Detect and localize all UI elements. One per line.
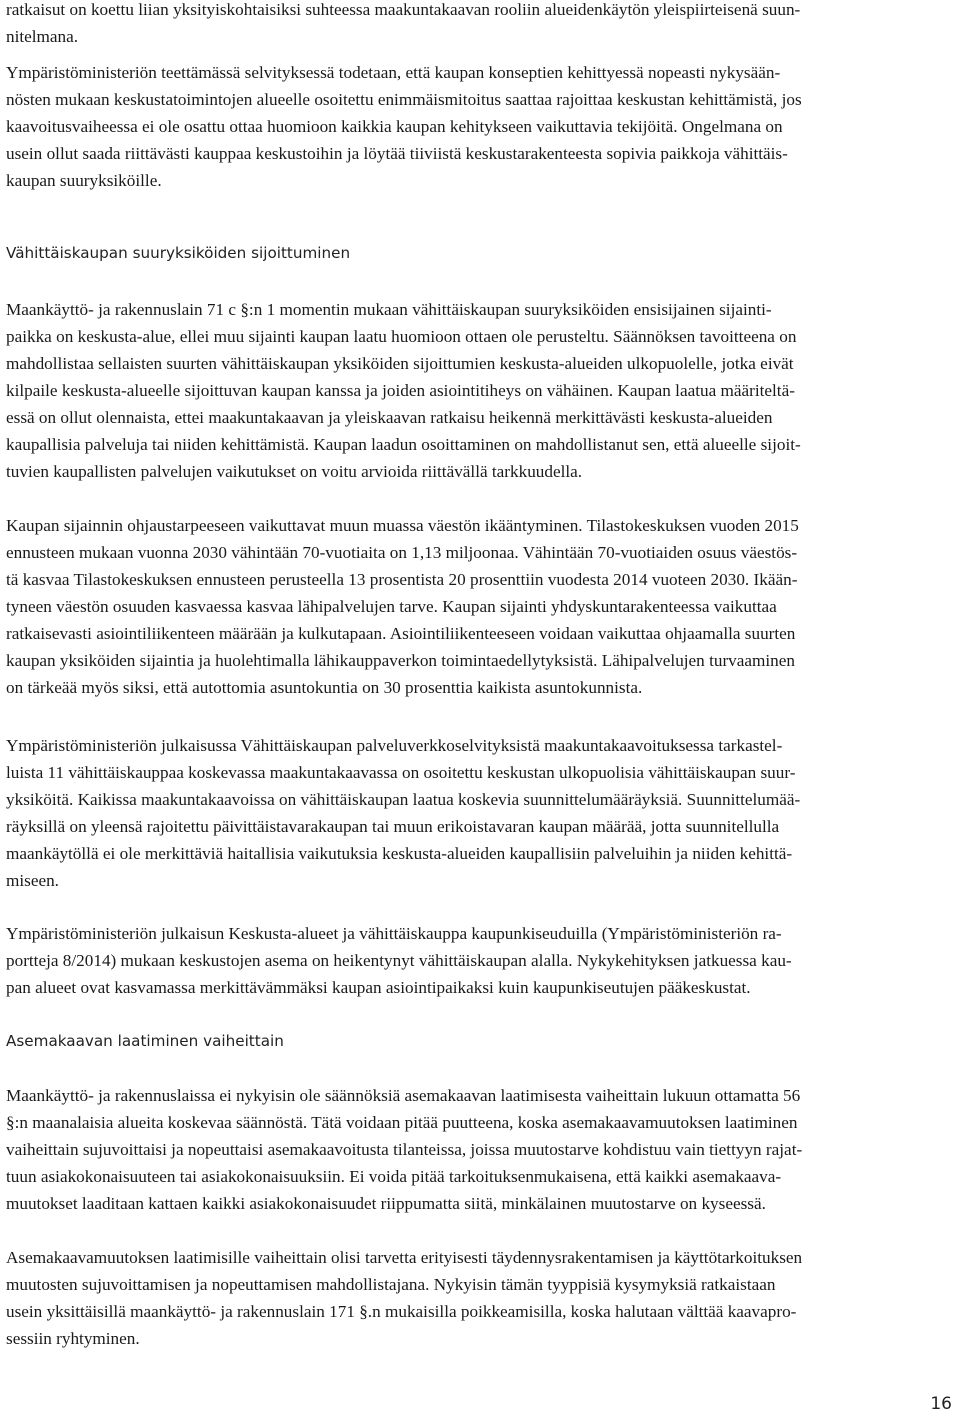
text-line: tuun asiakokonaisuuteen tai asiakokonaisuuksiin. Ei voida pitää tarkoituksenmukaisena, että kaikki asemakaava- <box>6 1167 782 1186</box>
text-line: sessiin ryhtyminen. <box>6 1329 140 1348</box>
text-line: yksiköitä. Kaikissa maakuntakaavoissa on vähittäiskaupan laatua koskevia suunnittelumääräyksiä. Suunnittelumää- <box>6 790 801 809</box>
text-line: muutokset laaditaan kattaen kaikki asiakokonaisuudet riippumatta siitä, minkälainen muutostarve on kyseessä. <box>6 1194 766 1213</box>
paragraph-keskusta-alueet <box>6 920 792 1001</box>
text-line: kaupan suuryksiköille. <box>6 171 162 190</box>
text-line: Ympäristöministeriön julkaisussa Vähittäiskaupan palveluverkkoselvityksistä maakuntakaavoituksessa tarkastel- <box>6 736 783 755</box>
text-line: tuvien kaupallisten palvelujen vaikutukset on voitu arvioida riittävällä tarkkuudella. <box>6 462 583 481</box>
text-line: usein ollut saada riittävästi kauppaa keskustoihin ja löytää tiiviistä keskustarakenteesta sopivia paikkoja vähittäis- <box>6 144 788 163</box>
text-line: Maankäyttö- ja rakennuslaissa ei nykyisin ole säännöksiä asemakaavan laatimisesta vaiheittain lukuun ottamatta 56 <box>6 1086 801 1105</box>
text-line: on tärkeää myös siksi, että autottomia asuntokuntia on 30 prosenttia kaikista asuntokunnista. <box>6 678 643 697</box>
text-line: kaupan yksiköiden sijaintia ja huolehtimalla lähikauppaverkon toimintaedellytyksistä. Lähipalvelujen turvaaminen <box>6 651 795 670</box>
text-line: kilpaile keskusta-alueelle sijoittuvan kaupan kanssa ja joiden asiointitiheys on vähäinen. Kaupan laatua määriteltä- <box>6 381 795 400</box>
text-line: muutosten sujuvoittamisen ja nopeuttamisen mahdollistajana. Nykyisin tämän tyyppisiä kysymyksiä ratkaistaan <box>6 1275 776 1294</box>
paragraph-intro-continuation <box>6 0 800 50</box>
paragraph-mrl-saannokset <box>6 1082 802 1217</box>
text-line: maankäytöllä ei ole merkittäviä haitallisia vaikutuksia keskusta-alueiden kaupallisiin palveluihin ja niiden kehittä- <box>6 844 793 863</box>
text-line: Ympäristöministeriön julkaisun Keskusta-alueet ja vähittäiskauppa kaupunkiseuduilla (Ympäristöministeriön ra- <box>6 924 782 943</box>
page-number: 16 <box>930 1394 952 1414</box>
text-line: usein yksittäisillä maankäyttö- ja rakennuslain 171 §.n mukaisilla poikkeamisilla, koska halutaan välttää kaavapro- <box>6 1302 797 1321</box>
section-heading-suuryksikot: Vähittäiskaupan suuryksiköiden sijoittuminen <box>6 244 351 262</box>
text-line: pan alueet ovat kasvamassa merkittävämmäksi kaupan asiointipaikaksi kuin kaupunkiseutujen pääkeskustat. <box>6 978 751 997</box>
text-line: ratkaisut on koettu liian yksityiskohtaisiksi suhteessa maakuntakaavan rooliin alueidenkäytön yleispiirteisenä suun- <box>6 0 801 19</box>
text-line: portteja 8/2014) mukaan keskustojen asema on heikentynyt vähittäiskaupan alalla. Nykykehityksen jatkuessa kau- <box>6 951 792 970</box>
text-line: Kaupan sijainnin ohjaustarpeeseen vaikuttavat muun muassa väestön ikääntyminen. Tilastokeskuksen vuoden 2015 <box>6 516 799 535</box>
paragraph-vaeston-ikaantyminen <box>6 512 799 701</box>
section-heading-asemakaava: Asemakaavan laatiminen vaiheittain <box>6 1032 284 1050</box>
text-line: ennusteen mukaan vuonna 2030 vähintään 70-vuotiaita on 1,13 miljoonaa. Vähintään 70-vuotiaiden osuus väestös- <box>6 543 798 562</box>
text-line: §:n maanalaisia alueita koskevaa säännöstä. Tätä voidaan pitää puutteena, koska asemakaavamuutoksen laatiminen <box>6 1113 798 1132</box>
text-line: miseen. <box>6 871 59 890</box>
text-line: paikka on keskusta-alue, ellei muu sijainti kaupan laatu huomioon ottaen ole perusteltu. Säännöksen tavoitteena on <box>6 327 797 346</box>
text-line: ratkaisevasti asiointiliikenteen määrään ja kulkutapaan. Asiointiliikenteeseen voidaan vaikuttaa ohjaamalla suurten <box>6 624 796 643</box>
text-line: essä on ollut olennaista, ettei maakuntakaavan ja yleiskaavan ratkaisu heikennä merkittävästi keskusta-alueiden <box>6 408 773 427</box>
text-line: mahdollistaa sellaisten suurten vähittäiskaupan yksiköiden sijoittumien keskusta-alueiden ulkopuolelle, jotka eivät <box>6 354 794 373</box>
text-line: tyneen väestön osuuden kasvaessa kasvaa lähipalvelujen tarve. Kaupan sijainti yhdyskuntarakenteessa vaikuttaa <box>6 597 777 616</box>
text-line: kaavoitusvaiheessa ei ole osattu ottaa huomioon kaikkia kaupan kehitykseen vaikuttavia tekijöitä. Ongelmana on <box>6 117 783 136</box>
paragraph-palveluverkkoselvitykset <box>6 732 800 894</box>
paragraph-selvitys <box>6 59 802 194</box>
text-line: Asemakaavamuutoksen laatimisille vaiheittain olisi tarvetta erityisesti täydennysrakentamisen ja käyttötarkoituksen <box>6 1248 803 1267</box>
text-line: kaupallisia palveluja tai niiden kehittämistä. Kaupan laadun osoittaminen on mahdollistanut sen, että alueelle sijoit- <box>6 435 801 454</box>
text-line: vaiheittain sujuvoittaisi ja nopeuttaisi asemakaavoitusta tilanteissa, joissa muutostarve kohdistuu vain tiettyyn rajat- <box>6 1140 803 1159</box>
paragraph-vaiheittain-tarve <box>6 1244 802 1352</box>
text-line: Maankäyttö- ja rakennuslain 71 c §:n 1 momentin mukaan vähittäiskaupan suuryksiköiden ensisijainen sijainti- <box>6 300 772 319</box>
text-line: nitelmana. <box>6 27 79 46</box>
paragraph-mrl-71c <box>6 296 801 485</box>
text-line: Ympäristöministeriön teettämässä selvityksessä todetaan, että kaupan konseptien kehittyessä nopeasti nykysään- <box>6 63 781 82</box>
text-line: nösten mukaan keskustatoimintojen alueelle osoitettu enimmäismitoitus saattaa rajoittaa keskustan kehittämistä, jos <box>6 90 802 109</box>
text-line: tä kasvaa Tilastokeskuksen ennusteen perusteella 13 prosentista 20 prosenttiin vuodesta 2014 vuoteen 2030. Ikään- <box>6 570 798 589</box>
text-line: räyksillä on yleensä rajoitettu päivittäistavarakaupan tai muun erikoistavaran kaupan määrää, jotta suunnitellulla <box>6 817 780 836</box>
text-line: luista 11 vähittäiskauppaa koskevassa maakuntakaavassa on osoitettu keskustan ulkopuolisia vähittäiskaupan suur- <box>6 763 796 782</box>
